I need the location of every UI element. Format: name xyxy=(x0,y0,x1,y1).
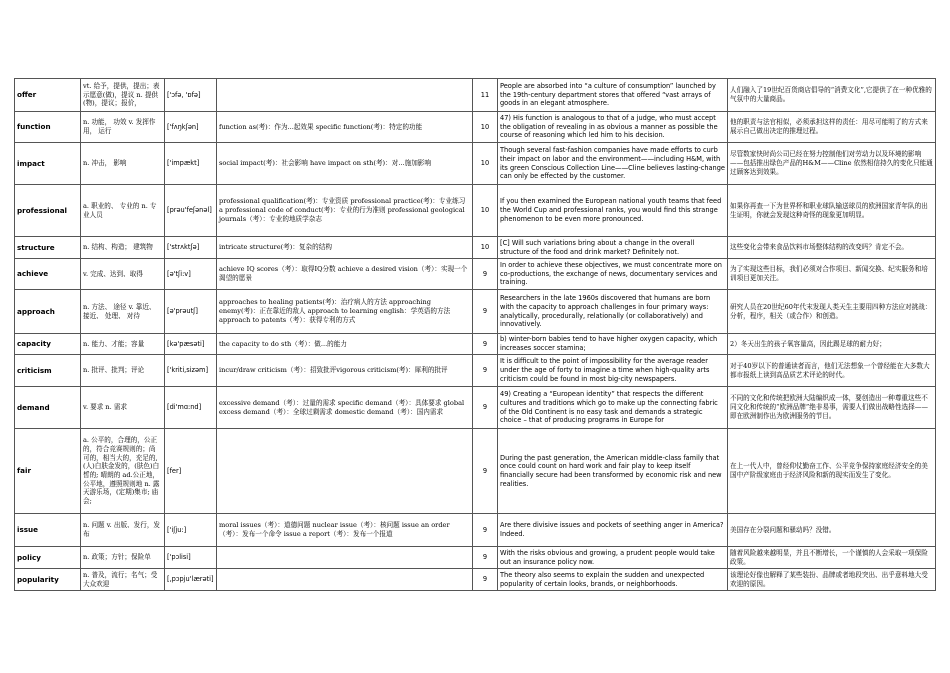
vocabulary-table xyxy=(14,78,936,591)
translation-cell: 该理论好像也解释了某些装扮、品牌或者地段突出、出乎意料地大受欢迎的原因。 xyxy=(728,569,936,591)
vocab-row xyxy=(15,259,936,290)
word-cell: function xyxy=(15,112,81,143)
frequency-cell: 9 xyxy=(473,569,498,591)
frequency-cell: 9 xyxy=(473,290,498,334)
phonetic-cell: [,pɔpju'lærəti] xyxy=(165,569,217,591)
phonetic-cell: [fer] xyxy=(165,429,217,514)
definition-cell: n. 冲击， 影响 xyxy=(81,143,165,185)
phrases-cell xyxy=(217,547,473,569)
example-sentence-cell: 49) Creating a “European identity” that respects the different cultures and traditions which go to make up the connecting fabric of the Old Continent is no easy task and demands a strategic choice – that of producing programs in Europe for xyxy=(498,387,728,429)
word-cell: capacity xyxy=(15,334,81,355)
word-cell: policy xyxy=(15,547,81,569)
translation-cell: 如果你再查一下为世界杯和职业球队输送球员的欧洲国家青年队的出生证明，你就会发现这种奇怪的现象更加明显。 xyxy=(728,185,936,237)
phonetic-cell: [di'mɑ:nd] xyxy=(165,387,217,429)
vocab-row xyxy=(15,237,936,259)
phonetic-cell: [prəu'feʃənəl] xyxy=(165,185,217,237)
phrases-cell: social impact(考)：社会影响 have impact on sth(考)：对...施加影响 xyxy=(217,143,473,185)
translation-cell: 不同的文化和传统把欧洲大陆编织成一体，要创造出一种尊重这些不同文化和传统的“欧洲品牌”绝非易事，需要人们做出战略性选择——即在欧洲制作出为欧洲服务的节目。 xyxy=(728,387,936,429)
example-sentence-cell: With the risks obvious and growing, a prudent people would take out an insurance policy now. xyxy=(498,547,728,569)
translation-cell: 为了实现这些目标，我们必须对合作项目、新闻交换、纪实服务和培训项目更加关注。 xyxy=(728,259,936,290)
example-sentence-cell: Are there divisive issues and pockets of seething anger in America? Indeed. xyxy=(498,514,728,547)
vocab-row xyxy=(15,547,936,569)
phrases-cell: incur/draw criticism（考）：招致批评vigorous criticism(考)：犀利的批评 xyxy=(217,355,473,387)
translation-cell: 尽管数家快时尚公司已经在努力控制他们对劳动力以及环境的影响——包括推出绿色产品的H&M——Cline 依然相信持久的变化只能通过顾客达到效果。 xyxy=(728,143,936,185)
frequency-cell: 9 xyxy=(473,429,498,514)
example-sentence-cell: b) winter-born babies tend to have higher oxygen capacity, which increases soccer stamina; xyxy=(498,334,728,355)
vocab-row xyxy=(15,79,936,112)
definition-cell: a. 公平的，合理的，公正的，符合竞赛规则的；尚可的，相当大的，充足的, (人)白肤金发的，(肤色)白皙的; 晴朗的 ad.公正地，公平地，遵照规则地 n. 露天游乐场，(定期)集市; 庙会; xyxy=(81,429,165,514)
translation-cell: 这些变化会带来食品饮料市场整体结构的改变吗？肯定不会。 xyxy=(728,237,936,259)
translation-cell: 研究人员在20世纪60年代末发现人类天生主要用四种方法应对挑战：分析，程序，相关（或合作）和创造。 xyxy=(728,290,936,334)
vocab-row xyxy=(15,387,936,429)
example-sentence-cell: In order to achieve these objectives, we must concentrate more on co-productions, the exchange of news, documentary services and training. xyxy=(498,259,728,290)
translation-cell: 随着风险越来越明显，并且不断增长，一个谨慎的人会采取一项保险政策。 xyxy=(728,547,936,569)
word-cell: criticism xyxy=(15,355,81,387)
translation-cell: 他的职责与法官相似，必须承担这样的责任：用尽可能明了的方式来展示自己做出决定的推理过程。 xyxy=(728,112,936,143)
phrases-cell: function as(考)：作为...起效果 specific function(考)：特定的功能 xyxy=(217,112,473,143)
phrases-cell: professional qualification(考)：专业资质 professional practice(考)：专业练习 a professional code of conduct(考)：专业的行为准则 professional geological journals（考）：专业的地质学杂志 xyxy=(217,185,473,237)
vocab-row xyxy=(15,569,936,591)
frequency-cell: 9 xyxy=(473,547,498,569)
phrases-cell xyxy=(217,429,473,514)
phrases-cell xyxy=(217,79,473,112)
vocab-row xyxy=(15,514,936,547)
translation-cell: 2）冬天出生的孩子氧容量高，因此踢足球的耐力好； xyxy=(728,334,936,355)
frequency-cell: 9 xyxy=(473,514,498,547)
phrases-cell: approaches to healing patients(考)：治疗病人的方法 approaching enemy(考)：正在靠近的敌人 approach to learning english：学英语的方法 approach to patents（考）：获得专利的方式 xyxy=(217,290,473,334)
frequency-cell: 10 xyxy=(473,185,498,237)
definition-cell: n. 普及，流行；名气；受大众欢迎 xyxy=(81,569,165,591)
phrases-cell: intricate structure(考)：复杂的结构 xyxy=(217,237,473,259)
phonetic-cell: ['strʌktʃə] xyxy=(165,237,217,259)
example-sentence-cell: It is difficult to the point of impossibility for the average reader under the age of forty to imagine a time when high-quality arts criticism could be found in most big-city newspapers. xyxy=(498,355,728,387)
vocab-row xyxy=(15,143,936,185)
phonetic-cell: [kə'pæsəti] xyxy=(165,334,217,355)
example-sentence-cell: The theory also seems to explain the sudden and unexpected popularity of certain looks, brands, or neighborhoods. xyxy=(498,569,728,591)
phonetic-cell: [ə'prəutʃ] xyxy=(165,290,217,334)
phrases-cell: moral issues（考）：道德问题 nuclear issue（考）：核问题 issue an order（考）：发布一个命令 issue a report（考）：发布一个报道 xyxy=(217,514,473,547)
frequency-cell: 9 xyxy=(473,387,498,429)
phonetic-cell: ['impækt] xyxy=(165,143,217,185)
phonetic-cell: ['ɔfə, 'ɒfə] xyxy=(165,79,217,112)
phrases-cell: the capacity to do sth（考）：做...的能力 xyxy=(217,334,473,355)
translation-cell: 在上一代人中，曾经仰仗勤奋工作、公平竞争保持家庭经济安全的美国中产阶级家庭由于经济风险和新的现实而发生了变化。 xyxy=(728,429,936,514)
vocab-row xyxy=(15,355,936,387)
example-sentence-cell: Researchers in the late 1960s discovered that humans are born with the capacity to approach challenges in four primary ways: analytically, procedurally, relationally (or collaboratively) and innovatively. xyxy=(498,290,728,334)
example-sentence-cell: Though several fast-fashion companies have made efforts to curb their impact on labor and the environment——including H&M, with its green Conscious Collection Line——Cline believes lasting-change can only be effected by the customer. xyxy=(498,143,728,185)
definition-cell: n. 结构、构造； 建筑物 xyxy=(81,237,165,259)
phonetic-cell: [ə'tʃi:v] xyxy=(165,259,217,290)
definition-cell: v. 完成、达到、取得 xyxy=(81,259,165,290)
example-sentence-cell: 47) His function is analogous to that of a judge, who must accept the obligation of revealing in as obvious a manner as possible the course of reasoning which led him to his decision. xyxy=(498,112,728,143)
frequency-cell: 9 xyxy=(473,259,498,290)
word-cell: offer xyxy=(15,79,81,112)
frequency-cell: 10 xyxy=(473,143,498,185)
translation-cell: 对于40岁以下的普通读者而言，他们无法想象一个曾经能在大多数大都市报纸上读到高品质艺术评论的时代。 xyxy=(728,355,936,387)
vocab-row xyxy=(15,290,936,334)
phrases-cell: excessive demand（考）：过量的需求 specific demand（考）：具体要求 global excess demand（考）：全球过剩需求 domestic demand（考）：国内需求 xyxy=(217,387,473,429)
definition-cell: n. 能力、才能；容量 xyxy=(81,334,165,355)
phrases-cell: achieve IQ scores（考）：取得IQ分数 achieve a desired vision（考）：实现一个渴望的愿景 xyxy=(217,259,473,290)
phonetic-cell: ['fʌŋkʃən] xyxy=(165,112,217,143)
frequency-cell: 10 xyxy=(473,237,498,259)
frequency-cell: 9 xyxy=(473,355,498,387)
translation-cell: 美国存在分裂问题和骚动吗？没错。 xyxy=(728,514,936,547)
phonetic-cell: ['kriti,sizəm] xyxy=(165,355,217,387)
vocab-row xyxy=(15,334,936,355)
frequency-cell: 10 xyxy=(473,112,498,143)
definition-cell: n. 功能， 功效 v. 发挥作用， 运行 xyxy=(81,112,165,143)
phrases-cell xyxy=(217,569,473,591)
example-sentence-cell: If you then examined the European national youth teams that feed the World Cup and professional ranks, you would find this strange phenomenon to be even more pronounced. xyxy=(498,185,728,237)
definition-cell: v. 要求 n. 需求 xyxy=(81,387,165,429)
definition-cell: vt. 给予，提供，提出；表示愿意(做)，提议 n. 提供(物)，提议；报价， xyxy=(81,79,165,112)
phonetic-cell: ['pɔlisi] xyxy=(165,547,217,569)
word-cell: impact xyxy=(15,143,81,185)
frequency-cell: 11 xyxy=(473,79,498,112)
word-cell: fair xyxy=(15,429,81,514)
word-cell: structure xyxy=(15,237,81,259)
definition-cell: a. 职业的、 专业的 n. 专业人员 xyxy=(81,185,165,237)
definition-cell: n. 方法、 途径 v. 靠近、接近、 处理、 对待 xyxy=(81,290,165,334)
phonetic-cell: ['iʃju:] xyxy=(165,514,217,547)
definition-cell: n. 批评、批判；评论 xyxy=(81,355,165,387)
vocab-row xyxy=(15,185,936,237)
word-cell: approach xyxy=(15,290,81,334)
word-cell: professional xyxy=(15,185,81,237)
example-sentence-cell: During the past generation, the American middle-class family that once could count on hard work and fair play to keep itself financially secure had been transformed by economic risk and new realities. xyxy=(498,429,728,514)
word-cell: achieve xyxy=(15,259,81,290)
word-cell: popularity xyxy=(15,569,81,591)
vocab-row xyxy=(15,112,936,143)
word-cell: demand xyxy=(15,387,81,429)
frequency-cell: 9 xyxy=(473,334,498,355)
word-cell: issue xyxy=(15,514,81,547)
definition-cell: n. 政策；方针；保险单 xyxy=(81,547,165,569)
example-sentence-cell: People are absorbed into “a culture of consumption” launched by the 19th-century department stores that offered “vast arrays of goods in an elegant atmosphere. xyxy=(498,79,728,112)
example-sentence-cell: [C] Will such variations bring about a change in the overall structure of the food and drink market? Definitely not. xyxy=(498,237,728,259)
translation-cell: 人们融入了19世纪百货商店倡导的“消费文化”,它提供了在一种优雅的气氛中的大量商品。 xyxy=(728,79,936,112)
definition-cell: n. 问题 v. 出版、发行，发布 xyxy=(81,514,165,547)
vocab-row xyxy=(15,429,936,514)
